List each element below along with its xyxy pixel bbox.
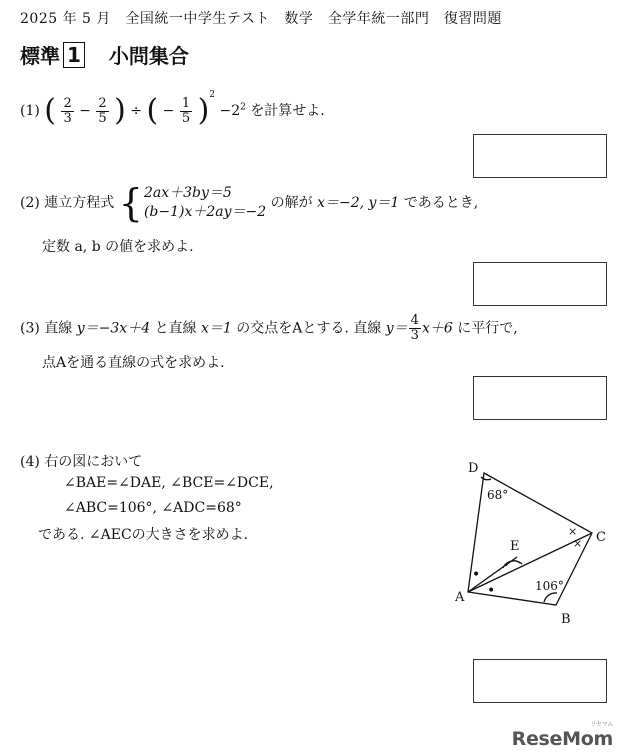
answer-box-3[interactable] bbox=[473, 376, 607, 420]
question-4: (4) 右の図において bbox=[20, 454, 143, 470]
section-number: 1 bbox=[63, 42, 85, 68]
angle-d-value: 68° bbox=[487, 488, 509, 502]
fraction-2-5: $\frac{2}{5}$ bbox=[98, 95, 107, 126]
answer-box-1[interactable] bbox=[473, 134, 607, 178]
label-d: D bbox=[468, 461, 479, 476]
paren-close: ) bbox=[114, 93, 126, 128]
fraction-2-3: $\frac{2}{3}$ bbox=[63, 95, 72, 126]
dot-mark-2: • bbox=[487, 583, 496, 599]
label-b: B bbox=[561, 612, 571, 627]
angle-arc-b bbox=[544, 593, 557, 602]
question-3-line-2: 点Aを通る直線の式を求めよ. bbox=[42, 355, 225, 371]
paren-open-2: ( bbox=[146, 93, 159, 128]
answer-box-4[interactable] bbox=[473, 659, 607, 703]
question-4-line-4: である. ∠AECの大きさを求めよ. bbox=[38, 527, 249, 543]
label-e: E bbox=[510, 539, 520, 554]
geometry-figure bbox=[440, 455, 630, 635]
question-1-label: (1) bbox=[20, 103, 40, 119]
paren-close-2: ) bbox=[197, 93, 210, 128]
question-2: (2) 連立方程式 { 2ax＋3by＝5 (b−1)x＋2ay＝−2 の解が x＝−2, y＝1 であるとき, bbox=[20, 181, 479, 225]
angle-b-value: 106° bbox=[535, 579, 564, 593]
question-4-conditions-1: ∠BAE=∠DAE, ∠BCE=∠DCE, bbox=[64, 475, 274, 491]
question-2-line-2: 定数 a, b の値を求めよ. bbox=[42, 239, 194, 255]
cross-mark-1: × bbox=[568, 525, 578, 538]
label-a: A bbox=[455, 590, 465, 605]
paren-open: ( bbox=[44, 93, 57, 128]
equation-1: 2ax＋3by＝5 bbox=[143, 185, 232, 201]
question-1: (1) ( $\frac{2}{3}$ − $\frac{2}{5}$ ) ÷ ( − $\frac{1}{5}$ )$^2 -2^2$ を計算せよ. bbox=[20, 90, 325, 128]
solution-condition: x＝−2, y＝1 bbox=[317, 195, 400, 211]
label-c: C bbox=[596, 530, 606, 545]
equation-2: (b−1)x＋2ay＝−2 bbox=[143, 204, 267, 220]
angle-arc-e-2 bbox=[503, 561, 522, 568]
section-title bbox=[20, 40, 189, 69]
dot-mark-1: • bbox=[472, 567, 481, 583]
fraction-4-3: $\frac{4}{3}$ bbox=[410, 313, 419, 343]
page-header: 2025 年 5 月 全国統一中学生テスト 数学 全学年統一部門 復習問題 bbox=[20, 11, 502, 27]
resemom-logo: ReseMom リセマム bbox=[511, 721, 613, 750]
section-level: 標準 bbox=[20, 44, 60, 68]
answer-box-2[interactable] bbox=[473, 262, 607, 306]
fraction-1-5: $\frac{1}{5}$ bbox=[181, 95, 191, 126]
section-heading: 小問集合 bbox=[108, 44, 189, 68]
cross-mark-2: × bbox=[573, 537, 583, 550]
question-4-conditions-2: ∠ABC=106°, ∠ADC=68° bbox=[64, 500, 242, 516]
equation-system: { 2ax＋3by＝5 (b−1)x＋2ay＝−2 bbox=[118, 181, 267, 225]
question-3: (3) 直線 y＝−3x＋4 と直線 x＝1 の交点をAとする. 直線 y＝ $\frac{4}{3}$ x＋6 に平行で, bbox=[20, 313, 518, 343]
